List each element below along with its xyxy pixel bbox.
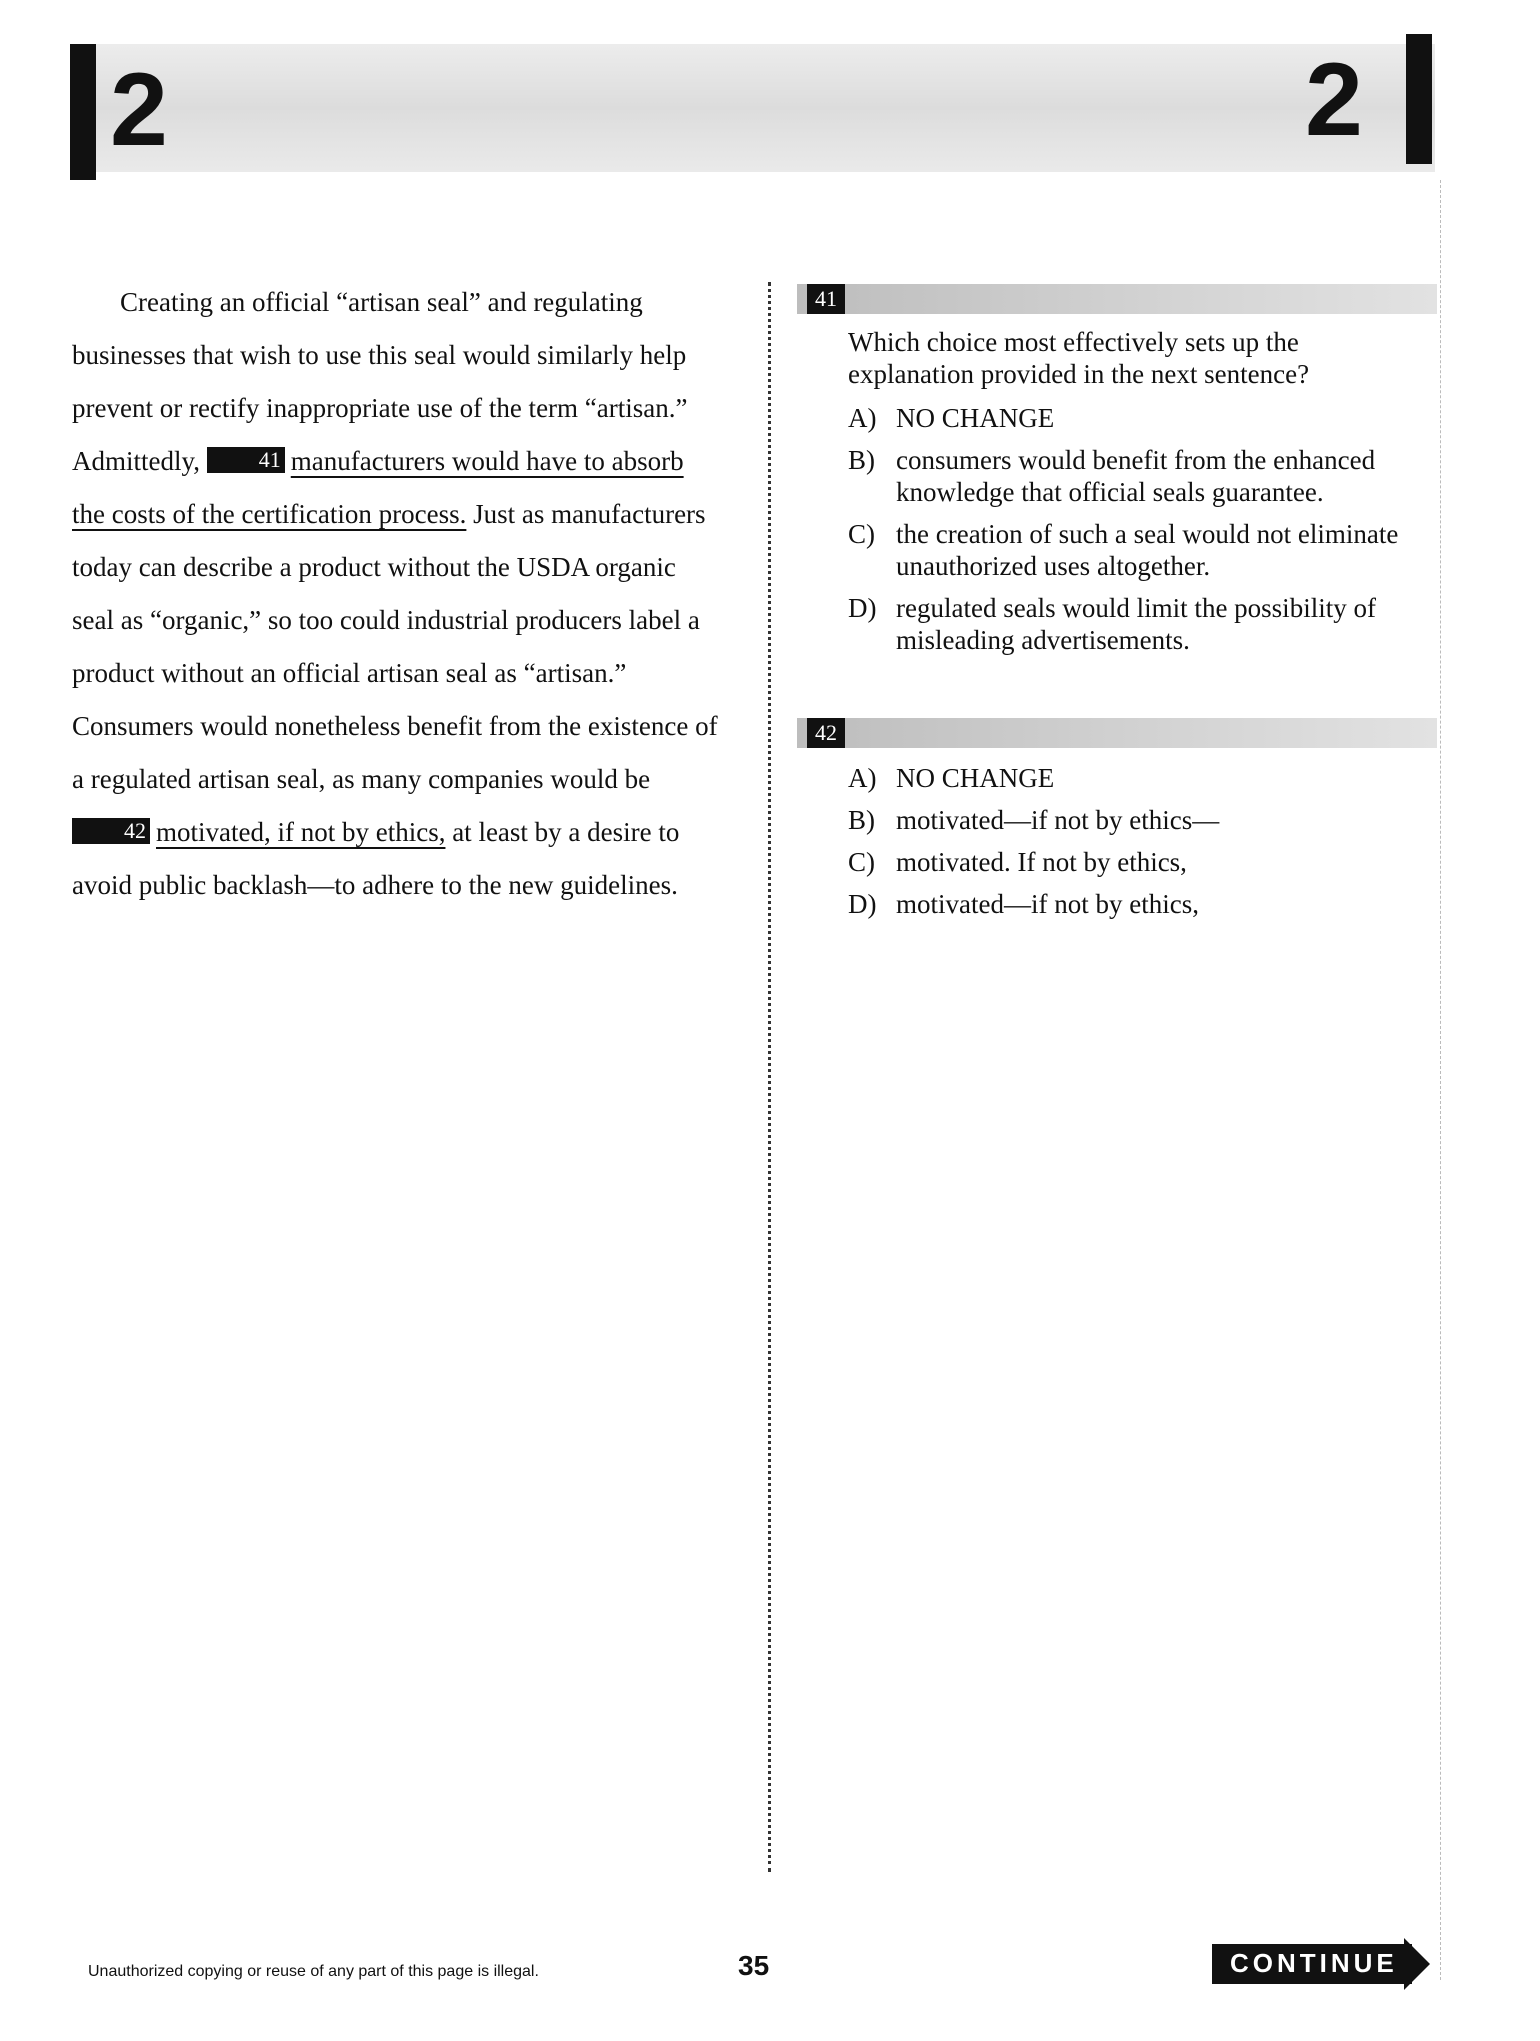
passage-text-start: Creating an official “artisan seal” and regulating businesses that wish to use this seal would similarly help prevent or rectify inappropriate use of the term “artisan.” Admittedly, [72,287,688,476]
question-marker-41: 41 [207,447,285,473]
header-left-bar [70,44,96,180]
choice-41-b[interactable]: B) consumers would benefit from the enhanced knowledge that official seals guarantee. [848,445,1376,507]
page-edge-line [1440,180,1441,1980]
page-number: 35 [738,1950,770,1981]
question-marker-42: 42 [72,818,150,844]
header-right-bar [1406,34,1432,164]
section-number-right: 2 [1305,42,1363,158]
passage-text-middle: Just as manufacturers today can describe a product without the USDA organic seal as “organic,” so too could industrial producers label a product without an official artisan seal as “artisan.” Consumers would nonetheless benefit from the existence of a regulated artisan seal, as many companies would be [72,499,718,794]
question-41-choices [848,402,1428,666]
underlined-text-41: manufacturers would have to absorb the costs of the certification process. [72,446,684,529]
question-41-number: 41 [807,284,845,314]
question-42-header [797,718,1437,748]
question-41-header [797,284,1437,314]
section-header-band [70,44,1435,172]
arrow-right-icon [1404,1938,1430,1990]
underlined-text-42: motivated, if not by ethics, [156,817,446,847]
question-42-choices [848,762,1428,930]
choice-42-d[interactable]: D) motivated—if not by ethics, [848,889,1199,919]
choice-41-d[interactable]: D) regulated seals would limit the possibility of misleading advertisements. [848,593,1376,655]
continue-button[interactable] [1212,1938,1412,1990]
question-41-stem: Which choice most effectively sets up the explanation provided in the next sentence? [848,327,1310,389]
copyright-notice: Unauthorized copying or reuse of any part of this page is illegal. [88,1963,539,1980]
choice-41-a[interactable]: A) NO CHANGE [848,403,1055,433]
choice-42-a[interactable]: A) NO CHANGE [848,763,1055,793]
column-divider [768,282,771,1872]
section-number-left: 2 [110,52,168,168]
reading-passage [72,276,722,912]
continue-label: CONTINUE [1230,1948,1398,1978]
choice-42-b[interactable]: B) motivated—if not by ethics— [848,805,1220,835]
passage-paragraph [72,276,722,912]
question-42-number: 42 [807,718,845,748]
choice-42-c[interactable]: C) motivated. If not by ethics, [848,847,1187,877]
choice-41-c[interactable]: C) the creation of such a seal would not eliminate unauthorized uses altogether. [848,519,1399,581]
passage-text-end: at least by a desire to avoid public backlash—to adhere to the new guidelines. [72,817,680,900]
